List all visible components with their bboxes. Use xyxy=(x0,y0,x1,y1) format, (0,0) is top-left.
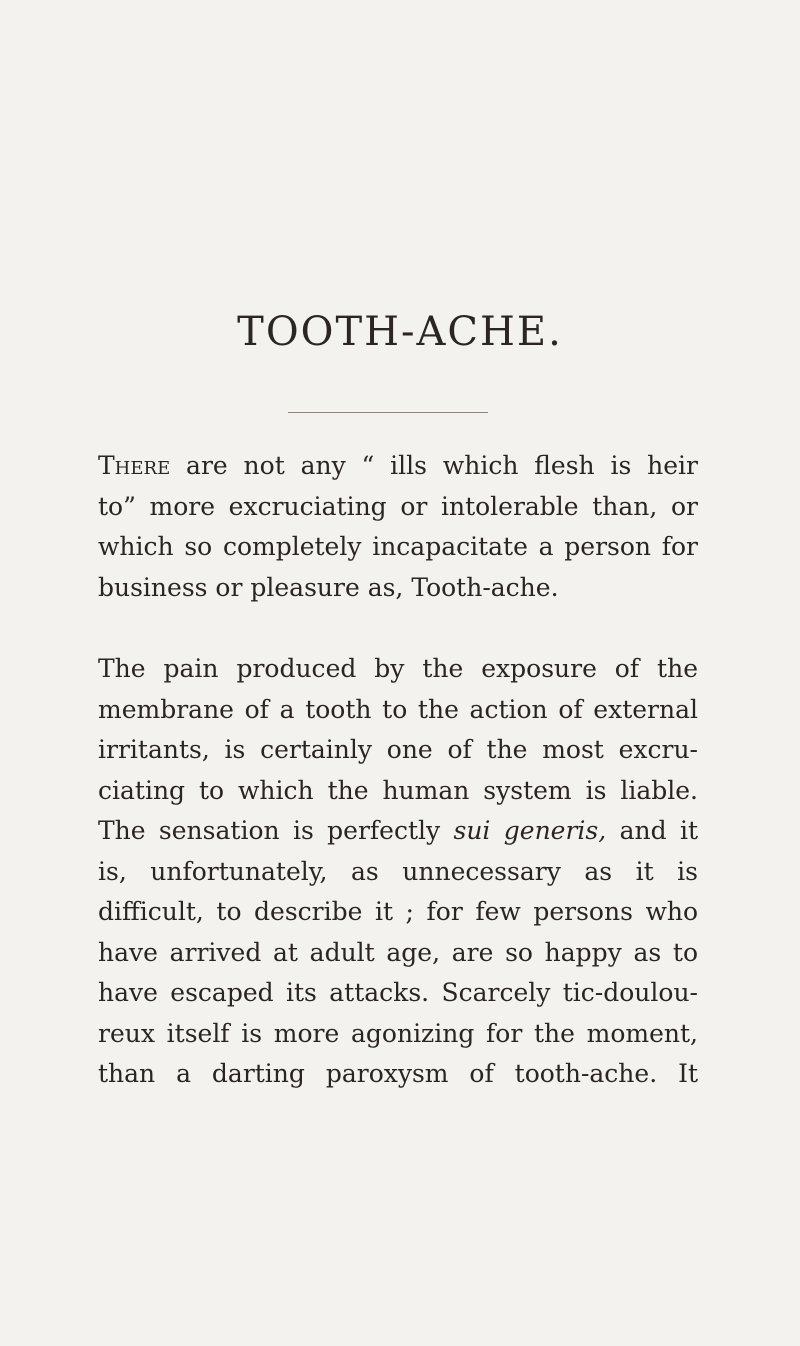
text-line: which so completely incapacitate a person for xyxy=(98,532,698,561)
italic-phrase: sui generis, xyxy=(453,816,607,845)
paragraph-2 xyxy=(98,649,698,1095)
text-line: is, unfortunately, as unnecessary as it is xyxy=(98,856,698,886)
text-line: have arrived at adult age, are so happy as to xyxy=(98,937,698,967)
page-title: TOOTH-ACHE. xyxy=(237,309,563,355)
text-fragment: The sensation is perfectly xyxy=(98,816,454,845)
text-line: have escaped its attacks. Scarcely tic-doulou- xyxy=(98,978,698,1007)
text-line xyxy=(98,446,698,487)
title-divider xyxy=(288,412,488,413)
text-line: business or pleasure as, Tooth-ache. xyxy=(98,572,559,602)
text-line: reux itself is more agonizing for the moment, xyxy=(98,1018,698,1048)
text-line: difficult, to describe it ; for few persons who xyxy=(98,897,698,926)
text-line: than a darting paroxysm of tooth-ache. It xyxy=(98,1059,698,1088)
text-line: irritants, is certainly one of the most excru- xyxy=(98,735,698,764)
text-fragment: and it xyxy=(606,816,698,845)
lead-word: There xyxy=(98,451,171,480)
text-line: ciating to which the human system is liable. xyxy=(98,775,698,805)
paragraph-1 xyxy=(98,446,698,608)
text-line: to” more excruciating or intolerable than, or xyxy=(98,491,698,521)
text-line: The pain produced by the exposure of the xyxy=(98,654,698,683)
text-line xyxy=(98,811,698,852)
text-line: membrane of a tooth to the action of external xyxy=(98,694,698,724)
text-fragment: are not any “ ills which flesh is heir xyxy=(170,451,698,480)
